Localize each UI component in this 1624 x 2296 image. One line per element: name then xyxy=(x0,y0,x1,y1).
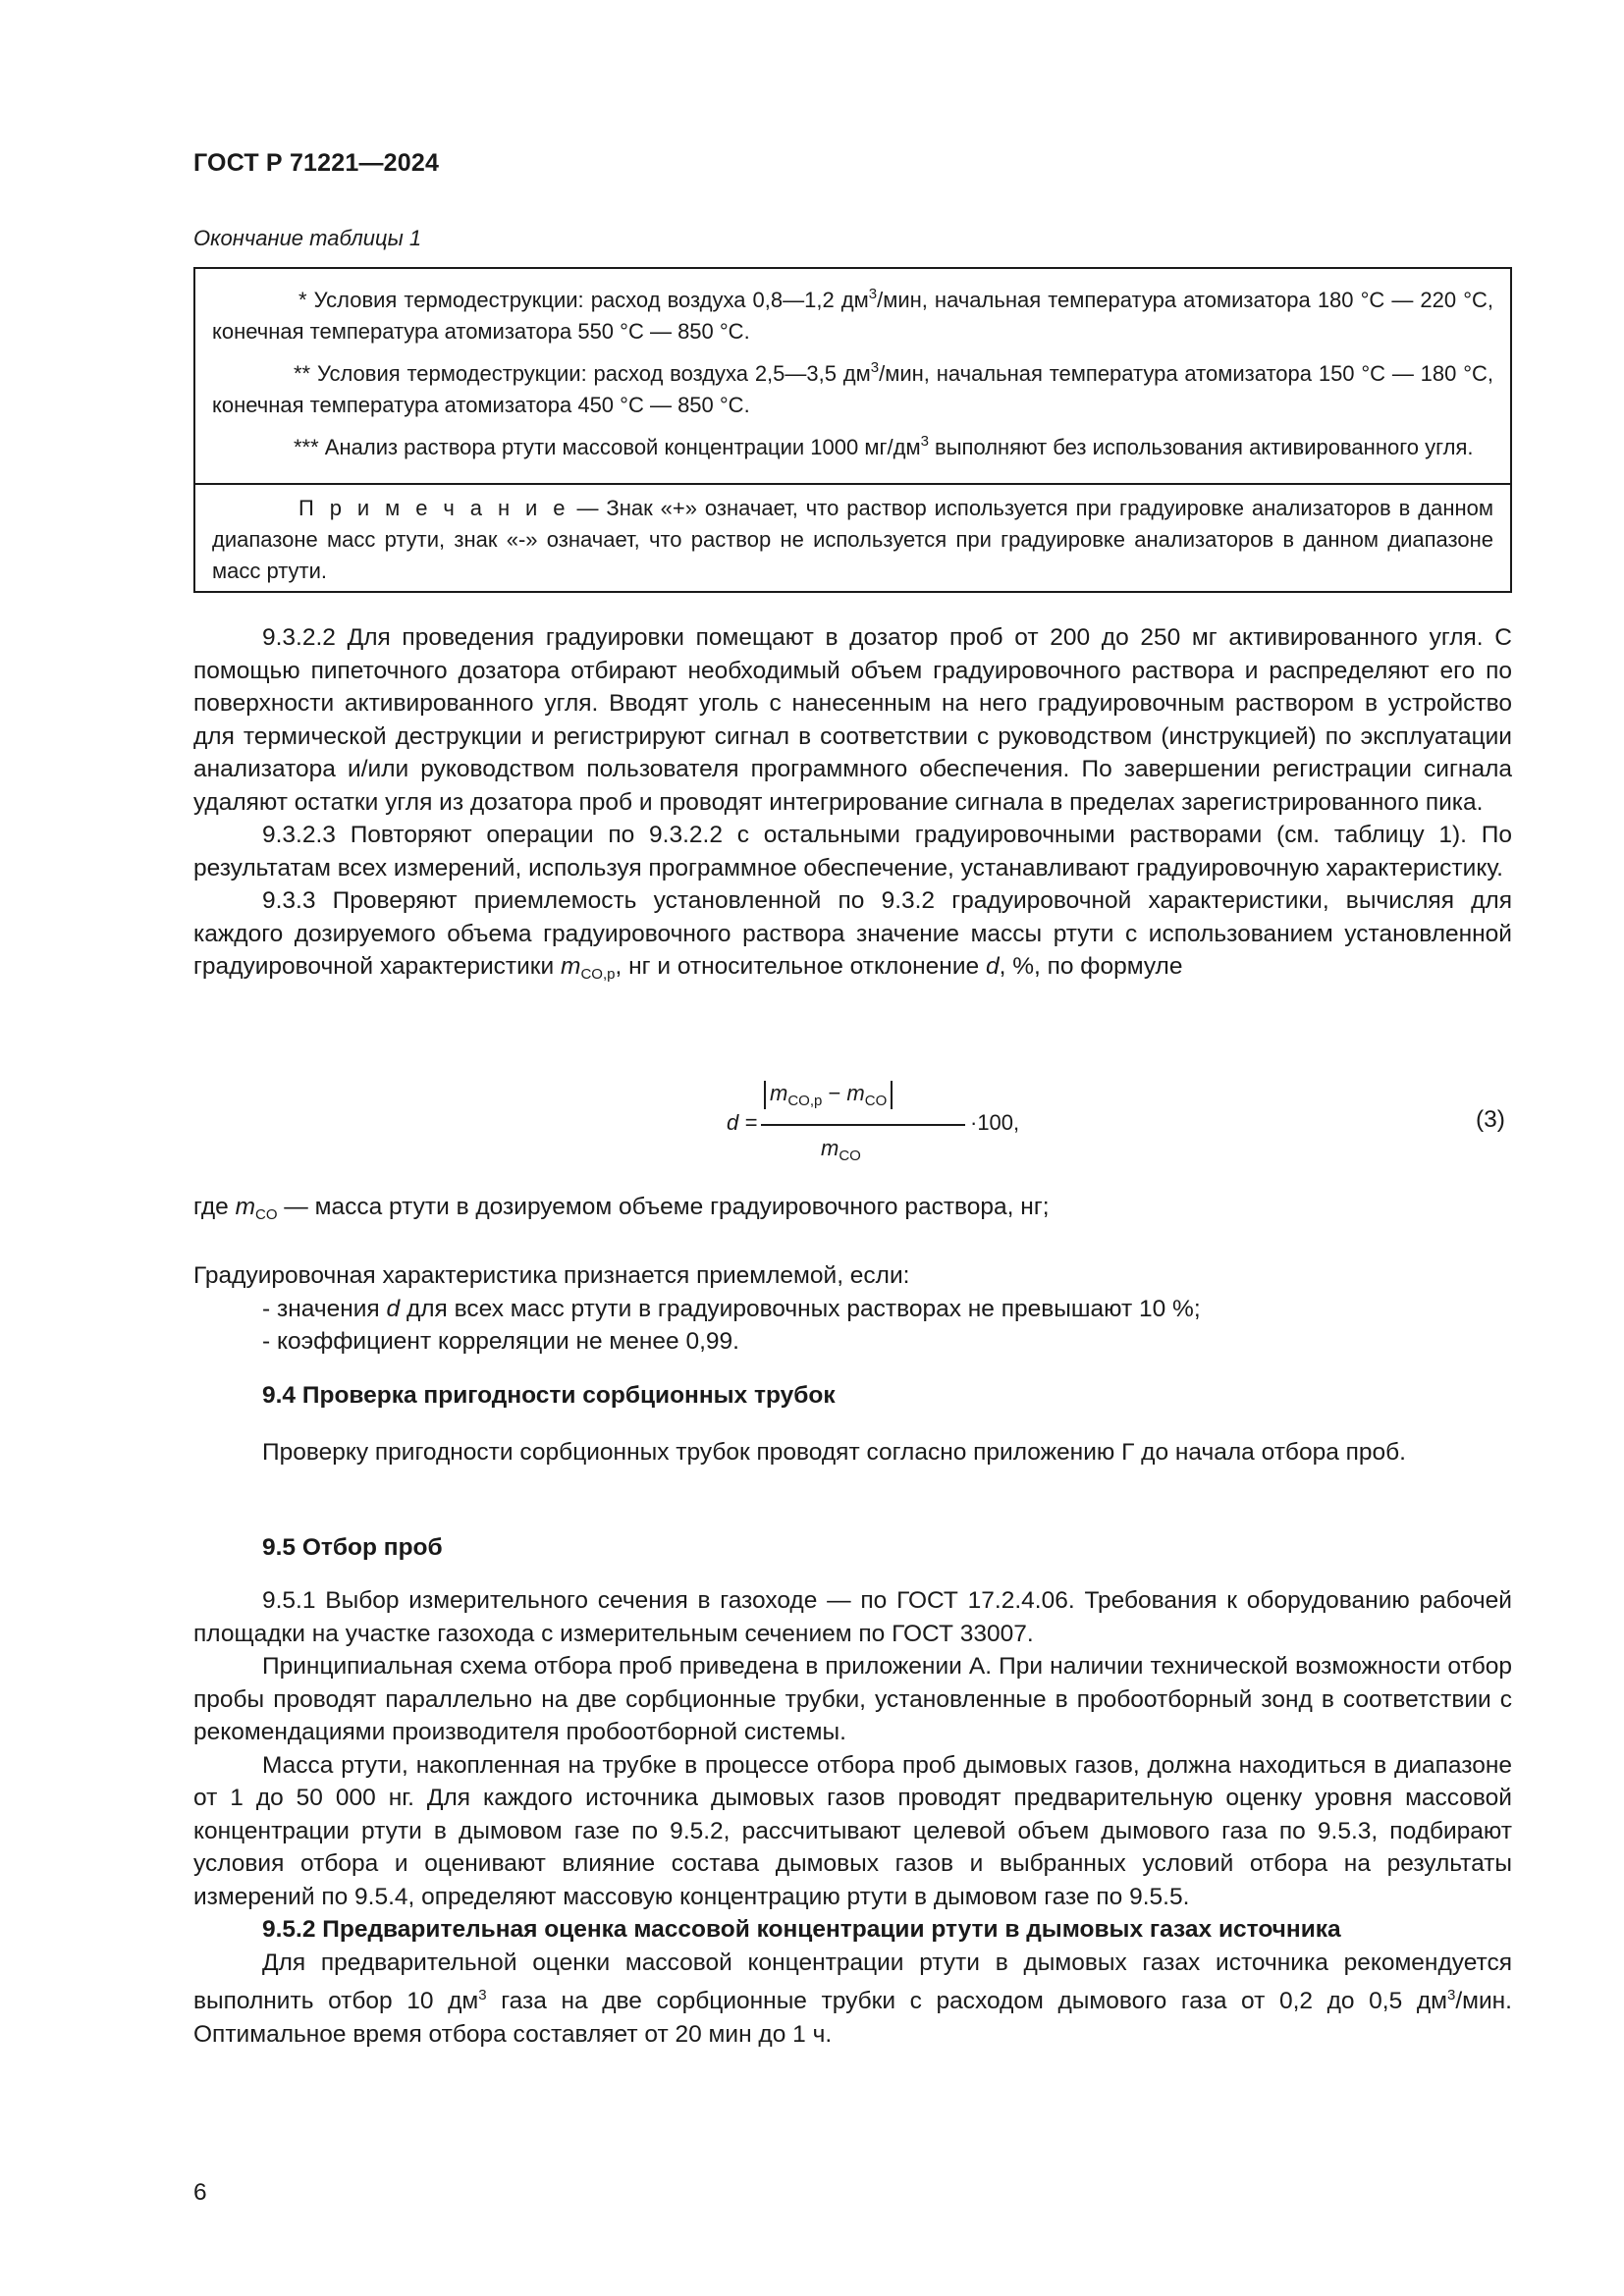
formula-3 xyxy=(727,1067,1021,1165)
footnote-2: ** Условия термодеструкции: расход воздуха 2,5—3,5 $дм^3$/мин, начальная температура атомизатора 150 °C — 180 °C, конечная температура атомизатора 450 °C — 850 °C. xyxy=(212,359,1493,417)
note-label: П р и м е ч а н и е xyxy=(298,496,569,520)
criterion-2: - коэффициент корреляции не менее 0,99. xyxy=(262,1328,739,1355)
paragraph-9-5-1: 9.5.1 Выбор измерительного сечения в газоходе — по ГОСТ 17.2.4.06. Требования к оборудованию рабочей площадки на участке газохода с измерительным сечением по ГОСТ 33007. xyxy=(193,1587,1512,1647)
acceptance-criteria xyxy=(193,1259,1512,1359)
paragraph-9-3-3: 9.3.3 Проверяют приемлемость установленной по 9.3.2 градуировочной характеристики, вычисляя для каждого дозируемого объема градуировочного раствора значение массы ртути с использованием установленной градуировочной характеристики $m_{CO,p}$, нг и относительное отклонение d, %, по формуле xyxy=(193,887,1512,983)
page-number: 6 xyxy=(193,2179,207,2206)
table-note xyxy=(212,493,1493,587)
formula-multiplier: ·100, xyxy=(970,1110,1020,1135)
formula-lhs: d = xyxy=(727,1110,758,1135)
section-9-4-text xyxy=(193,1436,1512,1469)
criterion-1: - значения d для всех масс ртути в градуировочных растворах не превышают 10 %; xyxy=(262,1295,1201,1322)
section-9-3-text xyxy=(193,621,1512,991)
fraction-bar xyxy=(761,1124,965,1126)
formula-numerator: $m_{CO,p} - m_{CO}$ xyxy=(764,1081,893,1109)
paragraph-sampling-scheme: Принципиальная схема отбора проб приведена в приложении А. При наличии технической возможности отбор пробы проводят параллельно на две сорбционные трубки, установленные в пробоотборный зонд в соответствии с рекомендациями производителя пробоотборной системы. xyxy=(193,1653,1512,1745)
heading-9-5-2: 9.5.2 Предварительная оценка массовой концентрации ртути в дымовых газах источника xyxy=(262,1916,1341,1943)
note-text: — Знак «+» означает, что раствор используется при градуировке анализаторов в данном диапазоне масс ртути, знак «-» означает, что раствор не используется при градуировке анализаторов в данном диапазоне масс ртути. xyxy=(212,496,1493,583)
heading-9-4: 9.4 Проверка пригодности сорбционных трубок xyxy=(262,1382,836,1409)
footnote-1: * Условия термодеструкции: расход воздуха 0,8—1,2 $дм^3$/мин, начальная температура атомизатора 180 °C — 220 °C, конечная температура атомизатора 550 °C — 850 °C. xyxy=(212,286,1493,344)
standard-code: ГОСТ Р 71221—2024 xyxy=(193,149,440,177)
table-continuation-caption: Окончание таблицы 1 xyxy=(193,226,422,250)
note-divider xyxy=(195,483,1510,485)
heading-9-5: 9.5 Отбор проб xyxy=(262,1534,443,1561)
where-clause: где $m_{CO}$ — масса ртути в дозируемом объеме градуировочного раствора, нг; xyxy=(193,1194,1050,1223)
paragraph-mercury-mass: Масса ртути, накопленная на трубке в процессе отбора проб дымовых газов, должна находиться в диапазоне от 1 до 50 000 нг. Для каждого источника дымовых газов проводят предварительную оценку уровня массовой концентрации ртути в дымовом газе по 9.5.2, рассчитывают целевой объем дымового газа по 9.5.3, подбирают условия отбора и оценивают влияние состава дымовых газов и выбранных условий отбора на результаты измерений по 9.5.4, определяют массовую концентрацию ртути в дымовом газе по 9.5.5. xyxy=(193,1751,1512,1910)
formula-number: (3) xyxy=(1476,1106,1505,1133)
formula-denominator: $m_{CO}$ xyxy=(821,1136,861,1164)
footnote-3: *** Анализ раствора ртути массовой концентрации 1000 $мг/дм^3$ выполняют без использования активированного угля. xyxy=(294,433,1474,459)
table-footnotes-box xyxy=(193,267,1512,593)
paragraph-9-3-2-2: 9.3.2.2 Для проведения градуировки помещают в дозатор проб от 200 до 250 мг активированного угля. С помощью пипеточного дозатора отбирают необходимый объем градуировочного раствора и распределяют его по поверхности активированного угля. Вводят уголь с нанесенным на него градуировочным раствором в устройство для термической деструкции и регистрируют сигнал в соответствии с руководством (инструкцией) по эксплуатации анализатора и/или руководством пользователя программного обеспечения. По завершении регистрации сигнала удаляют остатки угля из дозатора проб и проводят интегрирование сигнала в пределах зарегистрированного пика. xyxy=(193,624,1512,816)
paragraph-9-4: Проверку пригодности сорбционных трубок проводят согласно приложению Г до начала отбора проб. xyxy=(262,1439,1406,1466)
section-9-5-text xyxy=(193,1584,1512,2051)
acceptance-intro: Градуировочная характеристика признается приемлемой, если: xyxy=(193,1262,910,1289)
footnotes xyxy=(212,279,1493,468)
paragraph-9-3-2-3: 9.3.2.3 Повторяют операции по 9.3.2.2 с остальными градуировочными растворами (см. таблицу 1). По результатам всех измерений, используя программное обеспечение, устанавливают градуировочную характеристику. xyxy=(193,822,1512,881)
paragraph-9-5-2: Для предварительной оценки массовой концентрации ртути в дымовых газах источника рекомендуется выполнить отбор 10 $дм^3$ газа на две сорбционные трубки с расходом дымового газа от 0,2 до 0,5 $дм^3$/мин. Оптимальное время отбора составляет от 20 мин до 1 ч. xyxy=(193,1949,1512,2048)
